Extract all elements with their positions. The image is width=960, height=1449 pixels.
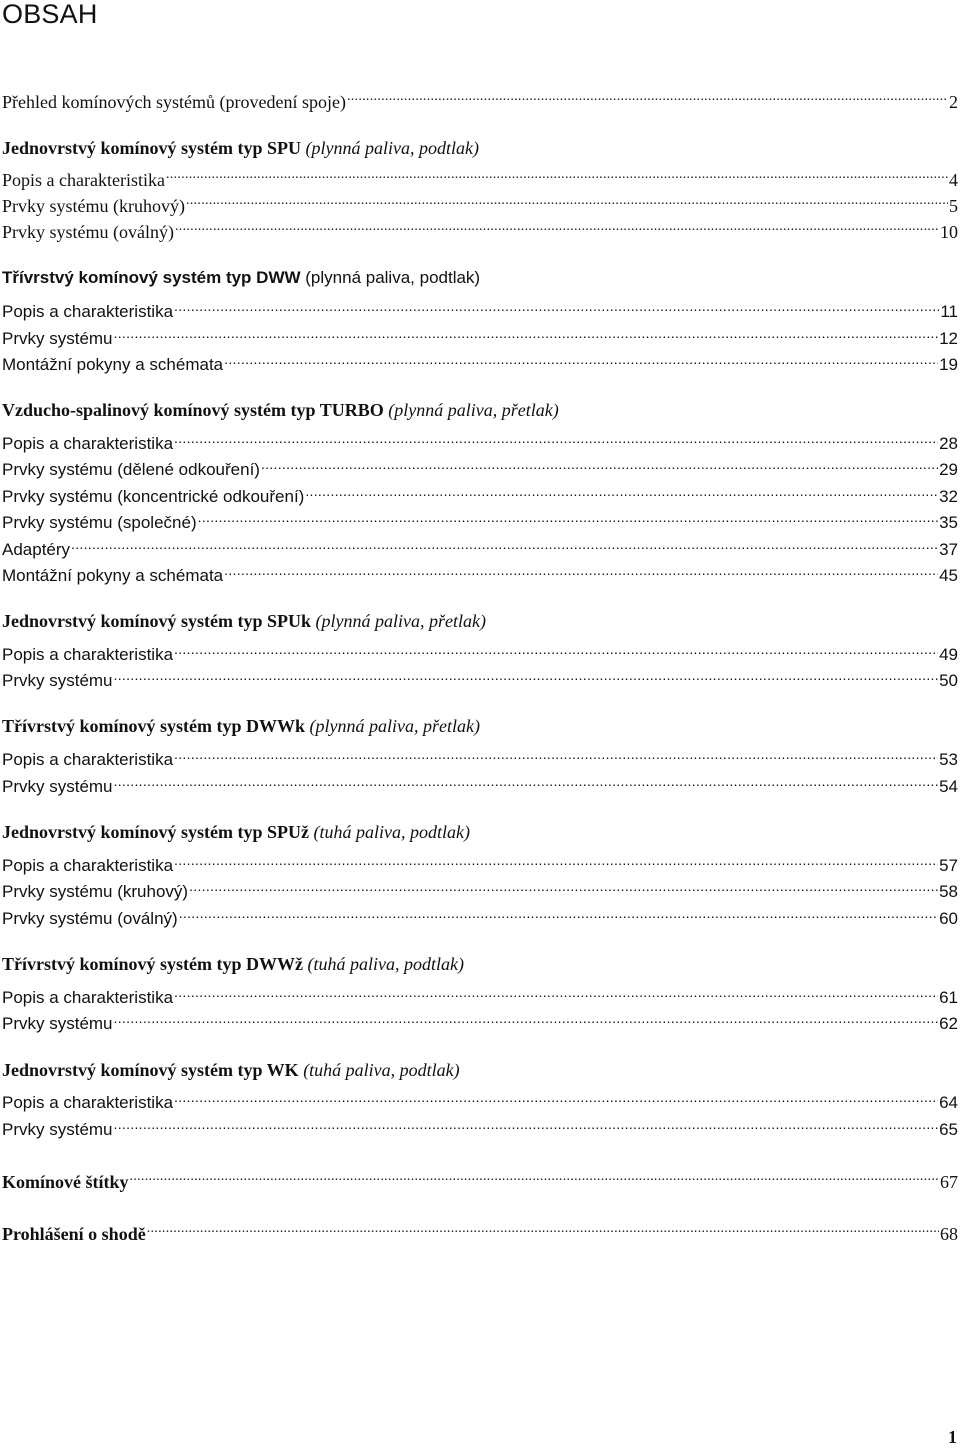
toc-entry-label: Popis a charakteristika — [2, 988, 174, 1007]
toc-entry[interactable] — [2, 768, 958, 796]
dot-leader — [179, 900, 938, 924]
toc-entry-label: Popis a charakteristika — [2, 1093, 174, 1112]
section-title-lead: Třívrstvý komínový systém typ DWWk — [2, 716, 306, 736]
toc-entry-page: 53 — [939, 750, 958, 769]
dot-leader — [261, 451, 938, 475]
toc-entry-page: 57 — [939, 856, 958, 875]
toc-entry-page: 67 — [940, 1172, 958, 1192]
toc-entry-page: 11 — [940, 302, 958, 321]
dot-leader — [347, 84, 948, 108]
toc-entry[interactable] — [2, 979, 958, 1007]
toc-entry-label: Prohlášení o shodě — [2, 1224, 146, 1244]
toc-entry-label: Prvky systému (kruhový) — [2, 196, 185, 216]
toc-entry-label: Prvky systému — [2, 1014, 113, 1033]
toc-entry-page: 61 — [939, 988, 958, 1007]
toc-entry-label: Popis a charakteristika — [2, 170, 165, 190]
section-title-spu[interactable] — [2, 136, 479, 160]
dot-leader — [305, 478, 938, 502]
toc-entry[interactable] — [2, 741, 958, 769]
toc-entry-page: 50 — [939, 671, 958, 690]
toc-entry[interactable] — [2, 1005, 958, 1033]
dot-leader — [114, 1111, 939, 1135]
toc-entry-page: 54 — [939, 777, 958, 796]
toc-entry-page: 4 — [949, 170, 958, 190]
toc-entry[interactable] — [2, 531, 958, 559]
toc-entry-label: Prvky systému — [2, 1120, 113, 1139]
toc-entry-label: Adaptéry — [2, 540, 71, 559]
toc-entry-label: Přehled komínových systémů (provedení spoje) — [2, 92, 346, 112]
toc-entry-label: Prvky systému (kruhový) — [2, 882, 189, 901]
section-title-wk[interactable] — [2, 1058, 460, 1082]
toc-entry[interactable] — [2, 900, 958, 928]
toc-entry-label: Popis a charakteristika — [2, 645, 174, 664]
dot-leader — [224, 557, 938, 581]
dot-leader — [175, 214, 939, 238]
toc-entry-label: Popis a charakteristika — [2, 434, 174, 453]
toc-entry-label: Prvky systému (oválný) — [2, 222, 174, 242]
dot-leader — [174, 425, 938, 449]
toc-entry[interactable] — [2, 847, 958, 875]
section-title-note: (plynná paliva, přetlak) — [315, 611, 486, 631]
toc-entry-page: 28 — [939, 434, 958, 453]
section-title-lead: Jednovrstvý komínový systém typ WK — [2, 1060, 299, 1080]
toc-entry-page: 32 — [939, 487, 958, 506]
dot-leader — [174, 636, 938, 660]
toc-entry-label: Prvky systému (společné) — [2, 513, 197, 532]
dot-leader — [130, 1164, 939, 1188]
toc-entry-page: 65 — [939, 1120, 958, 1139]
dot-leader — [71, 531, 938, 555]
toc-entry-page: 58 — [939, 882, 958, 901]
toc-entry-page: 19 — [939, 355, 958, 374]
section-title-dww[interactable] — [2, 266, 480, 290]
page-number: 1 — [948, 1427, 957, 1447]
toc-entry[interactable] — [2, 1084, 958, 1112]
dot-leader — [174, 1084, 938, 1108]
toc-entry[interactable] — [2, 504, 958, 532]
toc-entry-page: 64 — [939, 1093, 958, 1112]
section-title-turbo[interactable] — [2, 398, 559, 422]
section-title-note: (tuhá paliva, podtlak) — [303, 1060, 460, 1080]
toc-entry-overview[interactable] — [2, 84, 958, 112]
toc-entry-label: Popis a charakteristika — [2, 856, 174, 875]
dot-leader — [224, 346, 938, 370]
section-title-lead: Třívrstvý komínový systém typ DWW — [2, 268, 301, 287]
section-title-lead: Jednovrstvý komínový systém typ SPUk — [2, 611, 312, 631]
toc-entry[interactable] — [2, 346, 958, 374]
toc-entry-label: Prvky systému (koncentrické odkouření) — [2, 487, 305, 506]
dot-leader — [114, 320, 939, 344]
dot-leader — [174, 979, 938, 1003]
toc-entry[interactable] — [2, 636, 958, 664]
section-title-lead: Jednovrstvý komínový systém typ SPUž — [2, 822, 310, 842]
toc-entry[interactable] — [2, 873, 958, 901]
toc-entry-page: 12 — [939, 329, 958, 348]
toc-entry-label: Prvky systému (dělené odkouření) — [2, 460, 260, 479]
toc-entry[interactable] — [2, 188, 958, 216]
toc-entry-declaration[interactable] — [2, 1216, 958, 1244]
toc-entry-page: 2 — [949, 92, 958, 112]
toc-entry-label: Prvky systému — [2, 671, 113, 690]
toc-entry-chimney-labels[interactable] — [2, 1164, 958, 1192]
section-title-note: (tuhá paliva, podtlak) — [307, 954, 464, 974]
dot-leader — [114, 768, 939, 792]
toc-entry-page: 49 — [939, 645, 958, 664]
dot-leader — [114, 1005, 939, 1029]
toc-entry-label: Montážní pokyny a schémata — [2, 566, 224, 585]
dot-leader — [189, 873, 938, 897]
dot-leader — [147, 1216, 939, 1240]
section-title-spuk[interactable] — [2, 609, 486, 633]
toc-entry-label: Montážní pokyny a schémata — [2, 355, 224, 374]
section-title-lead: Vzducho-spalinový komínový systém typ TURBO — [2, 400, 384, 420]
toc-entry[interactable] — [2, 320, 958, 348]
toc-entry[interactable] — [2, 293, 958, 321]
dot-leader — [166, 162, 948, 186]
section-title-dwwz[interactable] — [2, 952, 464, 976]
toc-entry-page: 62 — [939, 1014, 958, 1033]
section-title-spuz[interactable] — [2, 820, 470, 844]
toc-entry-label: Prvky systému — [2, 329, 113, 348]
toc-entry[interactable] — [2, 478, 958, 506]
toc-entry-page: 60 — [939, 909, 958, 928]
page-title: OBSAH — [2, 0, 98, 29]
toc-entry-page: 5 — [949, 196, 958, 216]
toc-entry-label: Prvky systému (oválný) — [2, 909, 178, 928]
section-title-note: (tuhá paliva, podtlak) — [313, 822, 470, 842]
toc-entry-page: 45 — [939, 566, 958, 585]
toc-entry-label: Popis a charakteristika — [2, 750, 174, 769]
toc-entry-page: 68 — [940, 1224, 958, 1244]
toc-entry[interactable] — [2, 557, 958, 585]
section-title-note: (plynná paliva, podtlak) — [305, 268, 481, 287]
toc-entry-page: 35 — [939, 513, 958, 532]
toc-entry[interactable] — [2, 451, 958, 479]
toc-entry[interactable] — [2, 214, 958, 242]
section-title-lead: Jednovrstvý komínový systém typ SPU — [2, 138, 302, 158]
section-title-note: (plynná paliva, přetlak) — [388, 400, 559, 420]
section-title-dwwk[interactable] — [2, 714, 480, 738]
toc-entry[interactable] — [2, 425, 958, 453]
toc-entry-label: Komínové štítky — [2, 1172, 129, 1192]
dot-leader — [114, 662, 939, 686]
toc-entry-page: 29 — [939, 460, 958, 479]
toc-entry-label: Prvky systému — [2, 777, 113, 796]
toc-entry-label: Popis a charakteristika — [2, 302, 174, 321]
dot-leader — [174, 741, 938, 765]
toc-entry-page: 10 — [940, 222, 958, 242]
dot-leader — [174, 293, 939, 317]
dot-leader — [186, 188, 948, 212]
toc-entry[interactable] — [2, 162, 958, 190]
toc-entry-page: 37 — [939, 540, 958, 559]
section-title-note: (plynná paliva, přetlak) — [309, 716, 480, 736]
dot-leader — [198, 504, 938, 528]
section-title-note: (plynná paliva, podtlak) — [305, 138, 479, 158]
toc-entry[interactable] — [2, 662, 958, 690]
section-title-lead: Třívrstvý komínový systém typ DWWž — [2, 954, 303, 974]
dot-leader — [174, 847, 938, 871]
toc-entry[interactable] — [2, 1111, 958, 1139]
